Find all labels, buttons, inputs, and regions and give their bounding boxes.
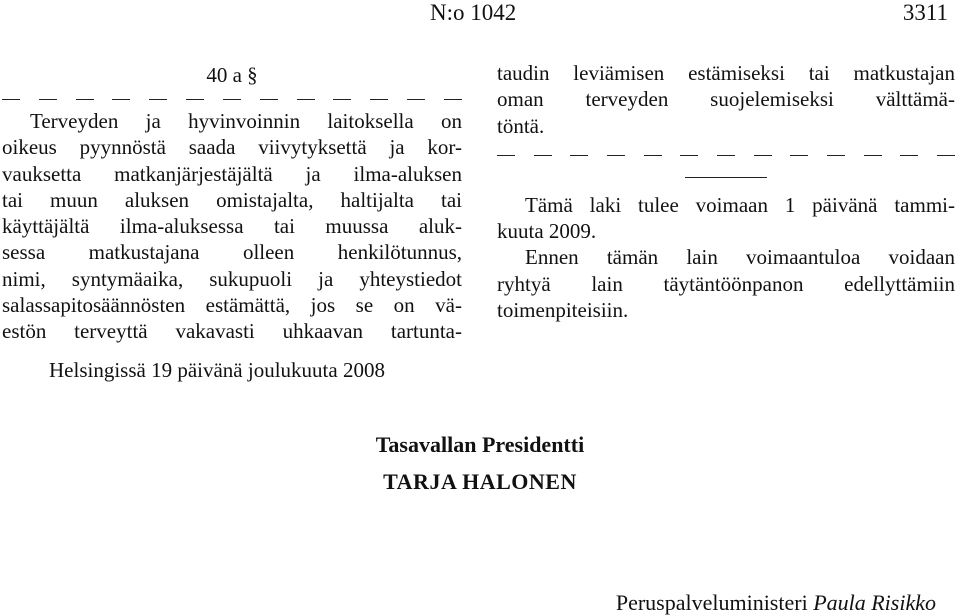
text-line: salassapitosäännösten estämättä, jos se on vä- xyxy=(2,293,462,318)
text-line: oikeus pyynnöstä saada viivytyksettä ja kor- xyxy=(2,135,462,160)
section-heading: 40 a § xyxy=(206,63,258,87)
text-line: oman terveyden suojelemiseksi välttämä- xyxy=(497,87,955,112)
end-rule xyxy=(685,177,767,178)
text-line: ryhtyä lain täytäntöönpanon edellyttämiin xyxy=(497,271,955,296)
dash-separator xyxy=(2,90,462,108)
page-number: 3311 xyxy=(902,0,948,25)
left-column xyxy=(2,60,462,345)
text-line: taudin leviämisen estämiseksi tai matkustajan xyxy=(497,61,955,85)
text-line: Tämä laki tulee voimaan 1 päivänä tammi- xyxy=(525,192,955,217)
minister-signature xyxy=(616,590,936,616)
text-line: käyttäjältä ilma-aluksessa tai muussa aluk- xyxy=(2,214,462,239)
text-line: Terveyden ja hyvinvoinnin laitoksella on xyxy=(30,109,462,133)
text-line: vauksetta matkanjärjestäjältä ja ilma-aluksen xyxy=(2,161,462,186)
president-title: Tasavallan Presidentti xyxy=(375,432,585,457)
text-line: sessa matkustajana olleen henkilötunnus, xyxy=(2,240,462,265)
right-column xyxy=(497,60,955,323)
statute-number: N:o 1042 xyxy=(430,0,517,25)
text-line: estön terveyttä vakavasti uhkaavan tartunta- xyxy=(2,319,462,344)
text-line: kuuta 2009. xyxy=(497,219,597,244)
minister-name: Paula Risikko xyxy=(813,590,936,615)
text-line: nimi, syntymäaika, sukupuoli ja yhteystiedot xyxy=(2,266,462,291)
president-name: TARJA HALONEN xyxy=(383,469,577,494)
text-line: tai muun aluksen omistajalta, haltijalta tai xyxy=(2,187,462,212)
text-line: toimenpiteisiin. xyxy=(497,298,629,323)
minister-title: Peruspalveluministeri xyxy=(615,590,808,615)
text-line: Ennen tämän lain voimaantuloa voidaan xyxy=(525,245,955,270)
place-date: Helsingissä 19 päivänä joulukuuta 2008 xyxy=(49,358,385,382)
dash-separator xyxy=(497,147,955,165)
text-line: töntä. xyxy=(497,113,545,138)
